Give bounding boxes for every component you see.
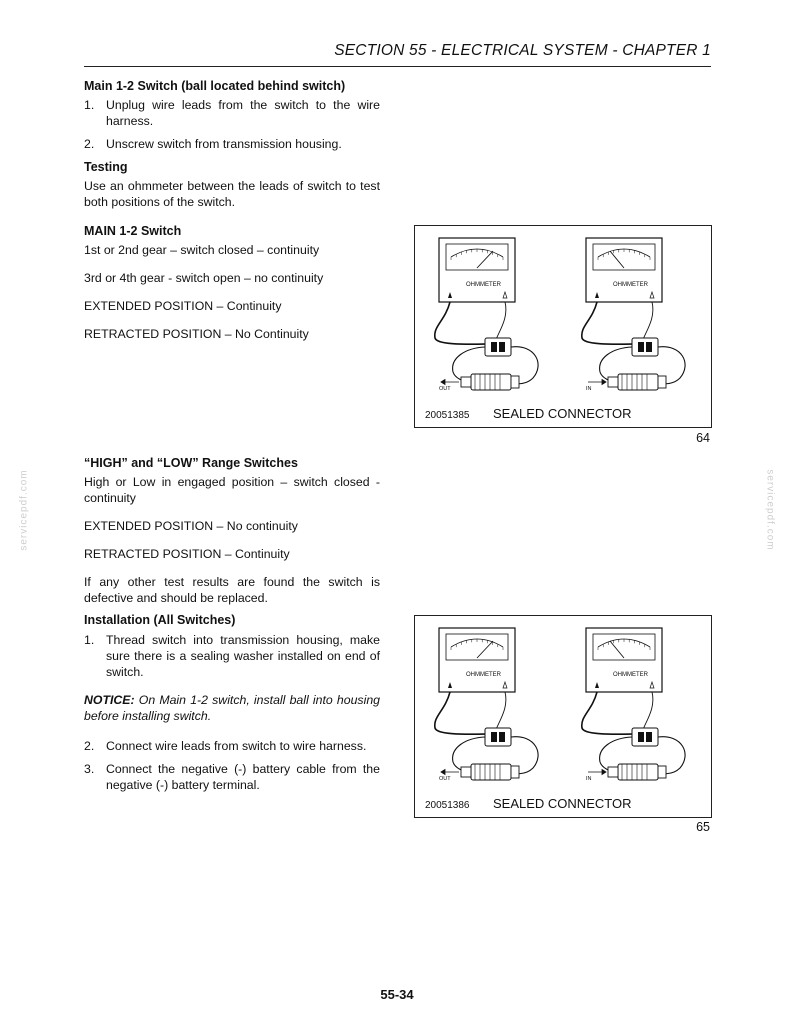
- red-test-lead: [642, 692, 653, 732]
- connector-pin: [646, 342, 652, 352]
- dial-window: [446, 634, 508, 660]
- switch-body: [471, 374, 511, 390]
- main-switch-step-1: [84, 97, 380, 129]
- notice-label: NOTICE:: [84, 693, 135, 707]
- connector-pin: [491, 342, 497, 352]
- black-test-lead: [435, 302, 493, 344]
- installation-section: [84, 612, 380, 793]
- figure-number-65: 65: [696, 820, 710, 834]
- step-number: 1.: [84, 633, 95, 647]
- step-text: Thread switch into transmission housing, make sure there is a sealing washer installed on end of switch.: [106, 633, 380, 679]
- range-line-1: High or Low in engaged position – switch closed - continuity: [84, 475, 380, 505]
- out-label: OUT: [439, 386, 451, 392]
- section-header: SECTION 55 - ELECTRICAL SYSTEM - CHAPTER 1: [334, 42, 711, 59]
- ohmmeter-label-left: OHMMETER: [466, 672, 501, 678]
- main12-section: [84, 223, 380, 342]
- range-heading: “HIGH” and “LOW” Range Switches: [84, 456, 298, 470]
- black-test-lead: [582, 692, 640, 734]
- figure-id: 20051385: [425, 410, 470, 421]
- red-test-lead: [495, 692, 506, 732]
- in-label: IN: [586, 386, 592, 392]
- ohmmeter-label-left: OHMMETER: [466, 282, 501, 288]
- installation-step-2: [84, 738, 380, 754]
- ohmmeter-unit: [582, 628, 685, 780]
- switch-hex: [658, 376, 666, 388]
- out-label: OUT: [439, 776, 451, 782]
- figure-caption: SEALED CONNECTOR: [493, 796, 632, 811]
- figure-caption: SEALED CONNECTOR: [493, 406, 632, 421]
- installation-notice: [84, 692, 380, 724]
- ohmmeter-unit: [582, 238, 685, 390]
- installation-step-3: [84, 761, 380, 793]
- switch-plunger: [461, 377, 471, 387]
- step-number: 2.: [84, 137, 95, 151]
- sealed-connector: [485, 338, 511, 356]
- red-test-lead: [495, 302, 506, 342]
- step-text: Unplug wire leads from the switch to the wire harness.: [106, 98, 380, 128]
- switch-hex: [511, 376, 519, 388]
- ohmmeter-diagram-64: [415, 226, 711, 427]
- testing-heading: Testing: [84, 160, 128, 174]
- ohmmeter-diagram-65: [415, 616, 711, 817]
- range-section: [84, 455, 380, 606]
- connector-pin: [491, 732, 497, 742]
- figure-64: [414, 225, 712, 428]
- connector-pin: [499, 732, 505, 742]
- black-test-lead: [582, 302, 640, 344]
- switch-plunger: [461, 767, 471, 777]
- in-label: IN: [586, 776, 592, 782]
- page-number: 55-34: [380, 987, 414, 1002]
- in-arrow: [588, 770, 606, 775]
- sealed-connector: [632, 728, 658, 746]
- switch-hex: [658, 766, 666, 778]
- out-arrow: [441, 380, 459, 385]
- step-text: Connect wire leads from switch to wire harness.: [106, 739, 367, 753]
- installation-step-1: [84, 632, 380, 680]
- step-text: Unscrew switch from transmission housing.: [106, 137, 342, 151]
- ohmmeter-unit: [435, 238, 538, 390]
- main12-line-3: EXTENDED POSITION – Continuity: [84, 299, 282, 313]
- switch-plunger: [608, 767, 618, 777]
- main12-line-2: 3rd or 4th gear - switch open – no continuity: [84, 271, 324, 285]
- watermark-left: servicepdf.com: [18, 469, 30, 551]
- connector-pin: [499, 342, 505, 352]
- step-number: 3.: [84, 762, 95, 776]
- connector-pin: [638, 732, 644, 742]
- figure-65: [414, 615, 712, 818]
- range-line-2: EXTENDED POSITION – No continuity: [84, 519, 298, 533]
- watermark-right: servicepdf.com: [764, 469, 776, 551]
- range-line-3: RETRACTED POSITION – Continuity: [84, 547, 290, 561]
- in-arrow: [588, 380, 606, 385]
- black-test-lead: [435, 692, 493, 734]
- step-text: Connect the negative (-) battery cable from the negative (-) battery terminal.: [106, 762, 380, 792]
- switch-body: [618, 374, 658, 390]
- main12-line-4: RETRACTED POSITION – No Continuity: [84, 327, 309, 341]
- main12-line-1: 1st or 2nd gear – switch closed – continuity: [84, 243, 320, 257]
- connector-pin: [638, 342, 644, 352]
- switch-body: [471, 764, 511, 780]
- connector-pin: [646, 732, 652, 742]
- header-rule: [84, 66, 711, 67]
- ohmmeter-unit: [435, 628, 538, 780]
- notice-text: On Main 1-2 switch, install ball into housing before installing switch.: [84, 693, 380, 723]
- dial-window: [593, 634, 655, 660]
- main-switch-step-2: [84, 136, 380, 152]
- sealed-connector: [485, 728, 511, 746]
- installation-heading: Installation (All Switches): [84, 613, 236, 627]
- step-number: 2.: [84, 739, 95, 753]
- testing-text: Use an ohmmeter between the leads of switch to test both positions of the switch.: [84, 179, 380, 209]
- range-note: If any other test results are found the switch is defective and should be replaced.: [84, 575, 380, 605]
- figure-number-64: 64: [696, 431, 710, 445]
- main12-heading: MAIN 1-2 Switch: [84, 224, 182, 238]
- switch-body: [618, 764, 658, 780]
- main-switch-heading: Main 1-2 Switch (ball located behind switch): [84, 79, 346, 93]
- out-arrow: [441, 770, 459, 775]
- ohmmeter-label-right: OHMMETER: [613, 672, 648, 678]
- red-test-lead: [642, 302, 653, 342]
- figure-id: 20051386: [425, 800, 470, 811]
- dial-window: [446, 244, 508, 270]
- step-number: 1.: [84, 98, 95, 112]
- switch-plunger: [608, 377, 618, 387]
- main-switch-section: [84, 78, 380, 210]
- ohmmeter-label-right: OHMMETER: [613, 282, 648, 288]
- dial-window: [593, 244, 655, 270]
- sealed-connector: [632, 338, 658, 356]
- switch-hex: [511, 766, 519, 778]
